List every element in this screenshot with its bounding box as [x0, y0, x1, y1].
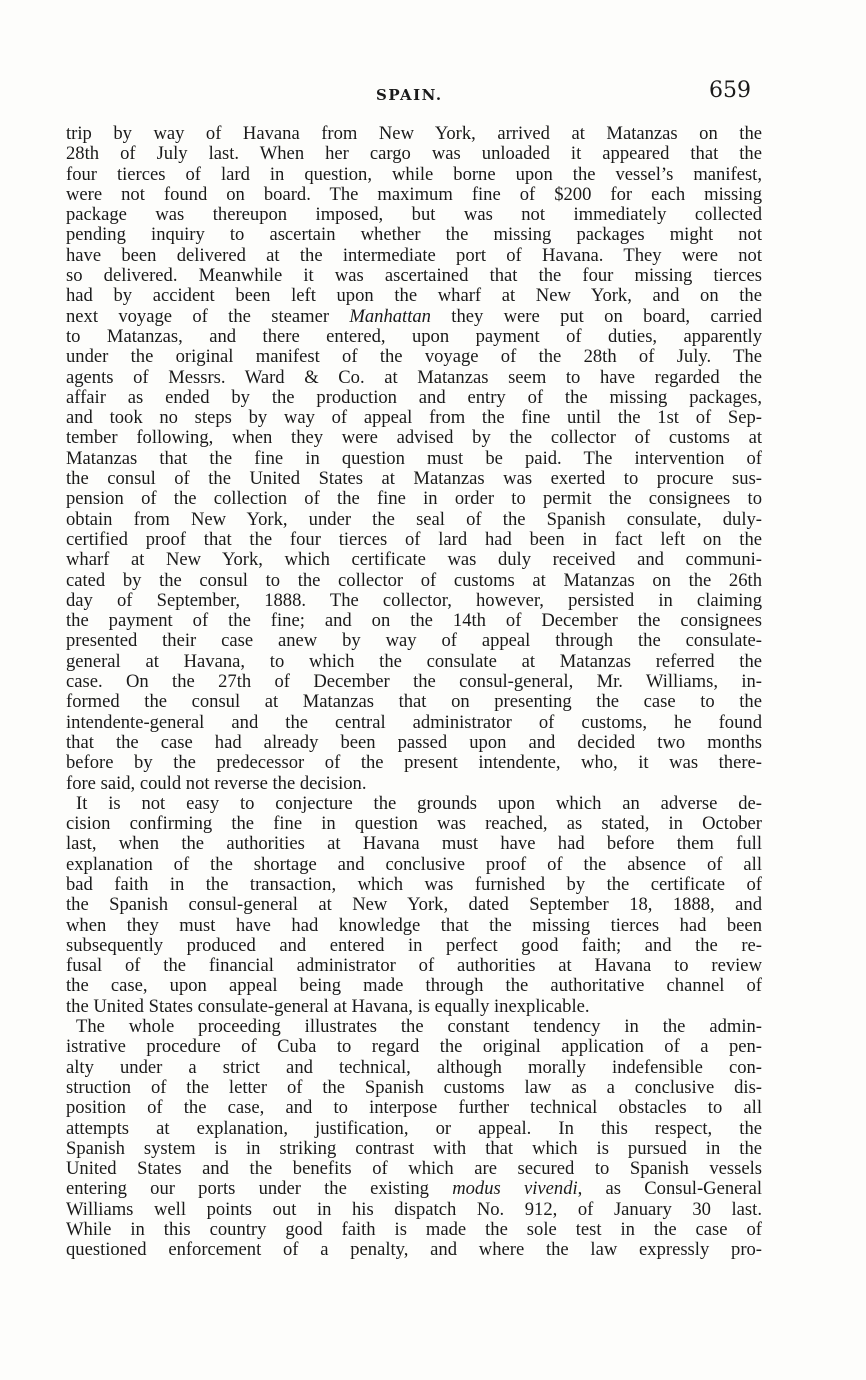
text-line: intendente-general and the central administrator of customs, he found [66, 711, 762, 733]
text-line: questioned enforcement of a penalty, and where the law expressly pro- [66, 1239, 762, 1261]
text-line: affair as ended by the production and entry of the missing packages, [66, 386, 762, 408]
running-header [0, 78, 866, 112]
text-line: before by the predecessor of the present intendente, who, it was there- [66, 752, 762, 774]
text-line: case. On the 27th of December the consul-general, Mr. Williams, in- [66, 671, 762, 693]
text-line: under the original manifest of the voyage of the 28th of July. The [66, 346, 762, 368]
text-line-with-ship-name [66, 307, 762, 327]
text-line: the case, upon appeal being made through the authoritative channel of [66, 975, 762, 997]
paragraph-1 [66, 124, 762, 794]
text-line: Spanish system is in striking contrast with that which is pursued in the [66, 1137, 762, 1159]
text-line: alty under a strict and technical, although morally indefensible con- [66, 1056, 762, 1078]
text-before: entering our ports under the existing [66, 1178, 453, 1200]
text-line: package was thereupon imposed, but was not immediately collected [66, 204, 762, 226]
text-line: bad faith in the transaction, which was furnished by the certificate of [66, 873, 762, 895]
text-line: fore said, could not reverse the decision. [66, 772, 367, 794]
text-after: , as Consul-General [577, 1178, 762, 1200]
text-line: the United States consulate-general at Havana, is equally inexplicable. [66, 995, 590, 1017]
text-line: Matanzas that the fine in question must be paid. The intervention of [66, 447, 762, 469]
text-line: 28th of July last. When her cargo was unloaded it appeared that the [66, 143, 762, 165]
text-line: trip by way of Havana from New York, arrived at Matanzas on the [66, 123, 762, 144]
text-line: It is not easy to conjecture the grounds upon which an adverse de- [76, 792, 762, 814]
text-line: United States and the benefits of which are secured to Spanish vessels [66, 1158, 762, 1180]
text-line: pension of the collection of the fine in order to permit the consignees to [66, 488, 762, 510]
text-line: the payment of the fine; and on the 14th of December the consignees [66, 610, 762, 632]
text-line: wharf at New York, which certificate was duly received and communi- [66, 549, 762, 571]
text-line: certified proof that the four tierces of lard had been in fact left on the [66, 528, 762, 550]
paragraph-3 [66, 1017, 762, 1261]
body-text [66, 124, 762, 1261]
text-line: The whole proceeding illustrates the constant tendency in the admin- [76, 1016, 762, 1038]
text-line: when they must have had knowledge that the missing tierces had been [66, 914, 762, 936]
text-line: fusal of the financial administrator of authorities at Havana to review [66, 955, 762, 977]
ship-name-italic: Manhattan [349, 305, 431, 327]
text-line: were not found on board. The maximum fine of $200 for each missing [66, 183, 762, 205]
running-title: SPAIN. [376, 86, 443, 104]
text-after: they were put on board, carried [430, 305, 762, 327]
text-line: cision confirming the fine in question was reached, as stated, in October [66, 813, 762, 835]
text-line: last, when the authorities at Havana must have had before them full [66, 833, 762, 855]
text-line: agents of Messrs. Ward & Co. at Matanzas seem to have regarded the [66, 366, 762, 388]
text-line: have been delivered at the intermediate port of Havana. They were not [66, 244, 762, 266]
text-line: day of September, 1888. The collector, however, persisted in claiming [66, 589, 762, 611]
text-line: cated by the consul to the collector of customs at Matanzas on the 26th [66, 569, 762, 591]
text-line: struction of the letter of the Spanish customs law as a conclusive dis- [66, 1076, 762, 1098]
page-number: 659 [709, 78, 751, 103]
latin-phrase-italic: modus vivendi [452, 1178, 578, 1200]
text-line: formed the consul at Matanzas that on presenting the case to the [66, 691, 762, 713]
text-line: subsequently produced and entered in perfect good faith; and the re- [66, 934, 762, 956]
text-line-with-latin-phrase [66, 1179, 762, 1199]
text-line: that the case had already been passed upon and decided two months [66, 731, 762, 753]
text-line: Williams well points out in his dispatch No. 912, of January 30 last. [66, 1198, 762, 1220]
text-line: position of the case, and to interpose further technical obstacles to all [66, 1097, 762, 1119]
text-line: pending inquiry to ascertain whether the missing packages might not [66, 224, 762, 246]
paragraph-2 [66, 794, 762, 1017]
text-line: presented their case anew by way of appeal through the consulate- [66, 630, 762, 652]
text-line: general at Havana, to which the consulate at Matanzas referred the [66, 650, 762, 672]
text-line: the consul of the United States at Matanzas was exerted to procure sus- [66, 468, 762, 490]
text-line: obtain from New York, under the seal of the Spanish consulate, duly- [66, 508, 762, 530]
text-before: next voyage of the steamer [66, 305, 350, 327]
text-line: explanation of the shortage and conclusive proof of the absence of all [66, 853, 762, 875]
text-line: and took no steps by way of appeal from the fine until the 1st of Sep- [66, 407, 762, 429]
text-line: four tierces of lard in question, while borne upon the vessel’s manifest, [66, 163, 762, 185]
text-line: While in this country good faith is made the sole test in the case of [66, 1219, 762, 1241]
text-line: to Matanzas, and there entered, upon payment of duties, apparently [66, 325, 762, 347]
text-line: istrative procedure of Cuba to regard the original application of a pen- [66, 1036, 762, 1058]
text-line: so delivered. Meanwhile it was ascertained that the four missing tierces [66, 265, 762, 287]
text-line: attempts at explanation, justification, or appeal. In this respect, the [66, 1117, 762, 1139]
text-line: had by accident been left upon the wharf at New York, and on the [66, 285, 762, 307]
text-line: the Spanish consul-general at New York, dated September 18, 1888, and [66, 894, 762, 916]
text-line: tember following, when they were advised by the collector of customs at [66, 427, 762, 449]
